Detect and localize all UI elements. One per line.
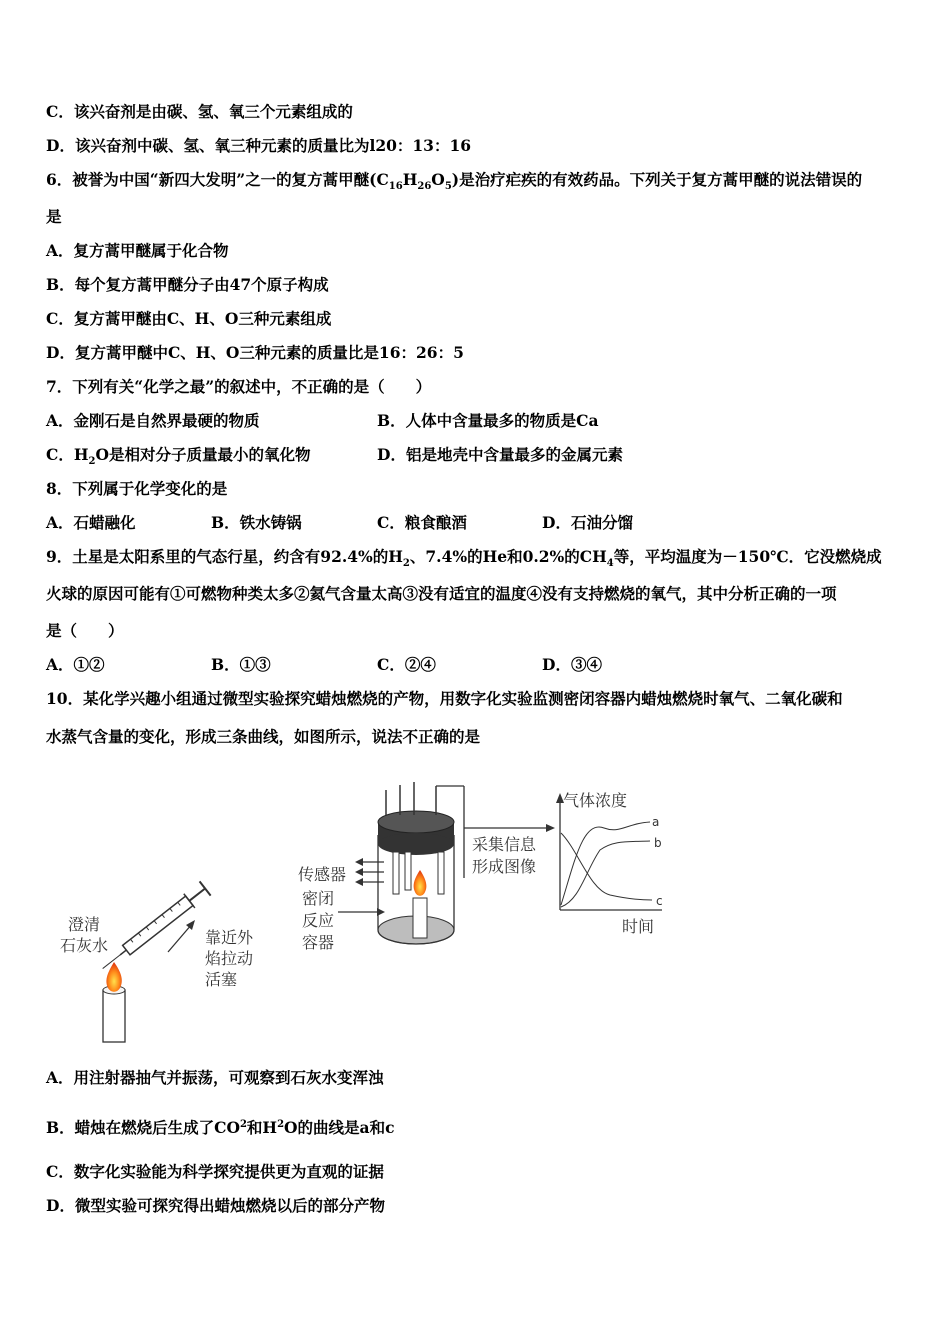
q7-option-c: C．$H_2O$是相对分子质量最小的氧化物 bbox=[46, 445, 311, 468]
q7-option-a: A．金刚石是自然界最硬的物质 bbox=[46, 411, 260, 430]
collect-label-2: 形成图像 bbox=[472, 857, 537, 876]
q10-option-b: B．蜡烛在燃烧后生成了$CO^2$和$H^2O$的曲线是a和c bbox=[46, 1118, 395, 1138]
collect-label-1: 采集信息 bbox=[472, 835, 537, 854]
q6-option-d: D．复方蒿甲醚中C、H、O三种元素的质量比是16：26：5 bbox=[46, 343, 464, 362]
q6-stem-continued: 是 bbox=[46, 207, 62, 226]
pull-label-2: 焰拉动 bbox=[205, 949, 254, 968]
syringe-apparatus bbox=[97, 881, 211, 975]
curve-c bbox=[561, 833, 652, 900]
q5-option-d: D．该兴奋剂中碳、氢、氧三种元素的质量比为l20：13：16 bbox=[46, 136, 472, 155]
q5-option-c: C．该兴奋剂是由碳、氢、氧三个元素组成的 bbox=[46, 102, 353, 121]
q6-option-a: A．复方蒿甲醚属于化合物 bbox=[46, 241, 229, 260]
q7-option-d: D．铝是地壳中含量最多的金属元素 bbox=[377, 445, 623, 464]
flame-icon bbox=[106, 962, 121, 992]
experiment-figure bbox=[0, 770, 950, 1060]
q9-option-c: C．②④ bbox=[377, 655, 436, 674]
pull-arrow bbox=[168, 924, 192, 952]
q10-option-c: C．数字化实验能为科学探究提供更为直观的证据 bbox=[46, 1162, 384, 1181]
candle-left bbox=[103, 962, 125, 1042]
limewater-label-1: 澄清 bbox=[68, 915, 101, 934]
q9-stem: 9．土星是太阳系里的气态行星，约含有92.4%的$H_2$、7.4%的He和0.2%的$CH_4$等，平均温度为－150℃．它没燃烧成 bbox=[46, 547, 882, 570]
q7-stem: 7．下列有关“化学之最”的叙述中，不正确的是（ ） bbox=[46, 377, 432, 396]
curve-b-label: b bbox=[654, 836, 662, 850]
q8-option-d: D．石油分馏 bbox=[542, 513, 633, 532]
q9-option-b: B．①③ bbox=[211, 655, 271, 674]
q10-stem-line2: 水蒸气含量的变化，形成三条曲线，如图所示，说法不正确的是 bbox=[46, 727, 481, 746]
q6-option-c: C．复方蒿甲醚由C、H、O三种元素组成 bbox=[46, 309, 332, 328]
vessel-label-2: 反应 bbox=[302, 911, 335, 930]
y-axis-label: 气体浓度 bbox=[563, 791, 628, 810]
sealed-reaction-vessel bbox=[378, 782, 464, 944]
vessel-label-3: 容器 bbox=[302, 933, 335, 952]
pull-label-1: 靠近外 bbox=[205, 928, 254, 947]
x-axis-label: 时间 bbox=[622, 917, 655, 936]
q8-option-b: B．铁水铸锅 bbox=[211, 513, 302, 532]
q9-stem-line2: 火球的原因可能有①可燃物种类太多②氦气含量太高③没有适宜的温度④没有支持燃烧的氧气，其中分析正确的一项 bbox=[46, 584, 837, 603]
q8-stem: 8．下列属于化学变化的是 bbox=[46, 479, 228, 498]
q8-option-a: A．石蜡融化 bbox=[46, 513, 136, 532]
curve-a-label: a bbox=[652, 815, 660, 829]
q10-option-d: D．微型实验可探究得出蜡烛燃烧以后的部分产物 bbox=[46, 1196, 385, 1215]
pull-label-3: 活塞 bbox=[205, 970, 238, 989]
curve-c-label: c bbox=[656, 894, 663, 908]
q9-option-d: D．③④ bbox=[542, 655, 602, 674]
flame-icon bbox=[414, 870, 427, 896]
q9-stem-line3: 是（ ） bbox=[46, 621, 124, 640]
curve-a bbox=[561, 822, 650, 905]
vessel-label-1: 密闭 bbox=[302, 889, 335, 908]
q9-option-a: A．①② bbox=[46, 655, 105, 674]
q6-option-b: B．每个复方蒿甲醚分子由47个原子构成 bbox=[46, 275, 329, 294]
q8-option-c: C．粮食酿酒 bbox=[377, 513, 467, 532]
concentration-graph bbox=[556, 793, 662, 910]
q10-option-a: A．用注射器抽气并振荡，可观察到石灰水变浑浊 bbox=[46, 1068, 384, 1087]
q7-option-b: B．人体中含量最多的物质是Ca bbox=[377, 411, 599, 430]
q10-stem: 10．某化学兴趣小组通过微型实验探究蜡烛燃烧的产物，用数字化实验监测密闭容器内蜡烛燃烧时氧气、二氧化碳和 bbox=[46, 689, 843, 708]
sensor-arrows bbox=[355, 858, 384, 886]
limewater-label-2: 石灰水 bbox=[60, 936, 109, 955]
sensor-label: 传感器 bbox=[298, 865, 347, 884]
q6-stem: 6．被誉为中国“新四大发明”之一的复方蒿甲醚$(C_{16}H_{26}O_5)$是治疗疟疾的有效药品。下列关于复方蒿甲醚的说法错误的 bbox=[46, 170, 863, 193]
